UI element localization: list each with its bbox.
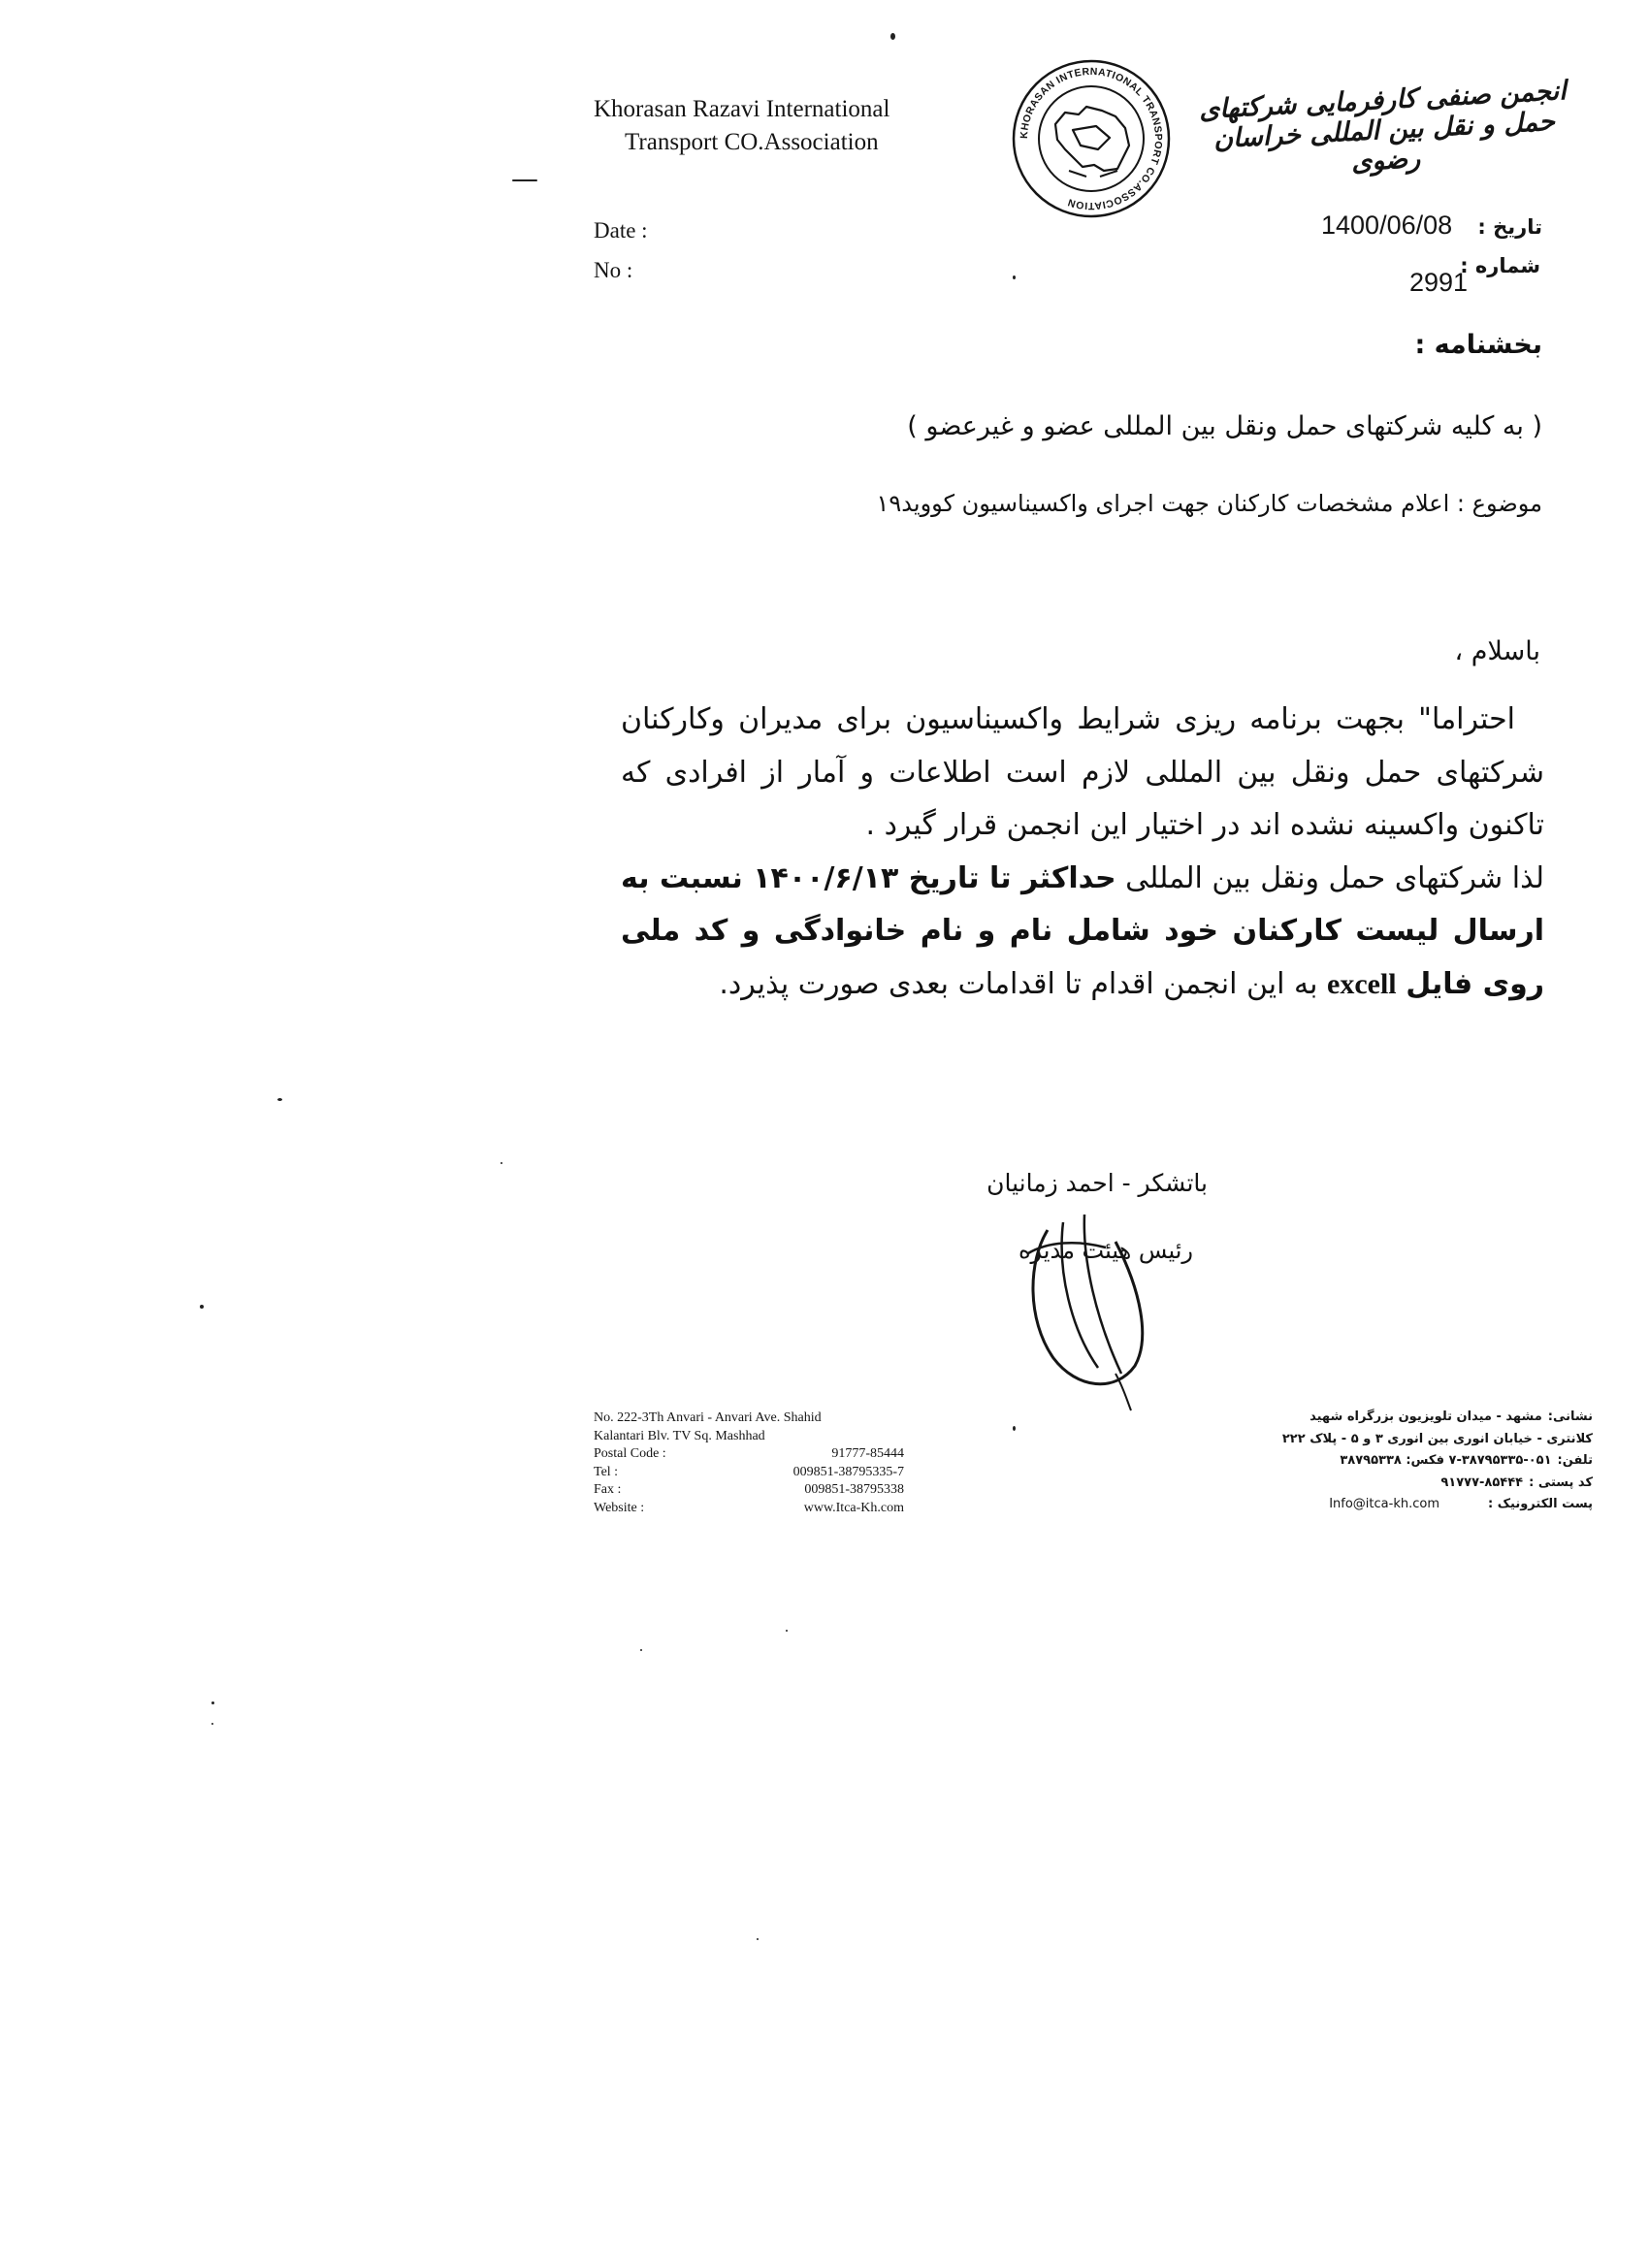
number-label-fa: شماره :: [1460, 254, 1540, 277]
footer-contact-fa: [1261, 1407, 1593, 1516]
footer-fax-row: [594, 1481, 904, 1500]
footer-tel-row: [594, 1464, 904, 1482]
scan-speck: [512, 179, 537, 181]
footer-fa-address-label: نشانی:: [1547, 1409, 1593, 1424]
body-paragraph-2-intro: لذا شرکتهای حمل ونقل بین المللی: [1125, 860, 1544, 895]
signer-title: رئیس هیئت مدیره: [1018, 1237, 1193, 1264]
scan-speck: [211, 1723, 213, 1725]
footer-fa-postal-row: [1261, 1473, 1593, 1495]
body-paragraph-2: [621, 853, 1544, 1012]
footer-fa-email-label: پست الکترونیک :: [1488, 1497, 1593, 1511]
date-value: 1400/06/08: [1321, 211, 1453, 240]
footer-contact-en: [594, 1409, 904, 1517]
letter-number-value: 2991: [1409, 268, 1469, 297]
scan-speck: [757, 1938, 759, 1940]
scan-speck: [200, 1305, 204, 1309]
closing-and-signer: باتشکر - احمد زمانیان: [986, 1169, 1208, 1197]
scan-speck: [277, 1098, 282, 1101]
subject-text: اعلام مشخصات کارکنان جهت اجرای واکسیناسیون کووید۱۹: [876, 490, 1450, 517]
date-label-en: Date :: [594, 218, 648, 243]
scan-speck: [890, 33, 895, 40]
greeting: باسلام ،: [1454, 636, 1540, 666]
footer-postal-label: Postal Code :: [594, 1446, 666, 1461]
body-paragraph-1-text: احتراما" بجهت برنامه ریزی شرایط واکسیناسیون برای مدیران وکارکنان شرکتهای حمل ونقل بین المللی لازم است اطلاعات و آمار از افرادی که تاکنون واکسینه نشده اند در اختیار این انجمن قرار گیرد .: [621, 702, 1544, 842]
scan-speck: [1013, 275, 1016, 279]
footer-fa-email-value: Info@itca-kh.com: [1329, 1497, 1439, 1511]
footer-fa-address-row: [1261, 1407, 1593, 1429]
number-label-en: No :: [594, 258, 633, 282]
subject-line: [877, 490, 1542, 517]
date-label-fa: تاریخ :: [1477, 215, 1542, 239]
footer-fax-label: Fax :: [594, 1482, 622, 1497]
association-seal-logo: [1009, 56, 1174, 221]
circular-title: بخشنامه :: [1414, 330, 1542, 360]
english-org-name: [594, 93, 889, 159]
footer-postal-row: [594, 1445, 904, 1464]
excel-file-keyword: excell: [1327, 967, 1397, 1000]
deadline-and-request-bold: حداکثر تا تاریخ ۱۴۰۰/۶/۱۳ نسبت به ارسال لیست کارکنان خود شامل نام و نام خانوادگی و کد ملی روی فایل: [621, 860, 1544, 1001]
svg-text:KHORASAN INTERNATIONAL TRANSPO: [1018, 66, 1164, 211]
scan-speck: [640, 1649, 642, 1651]
letter-body: [621, 694, 1544, 1011]
english-org-name-line2: Transport CO.Association: [625, 129, 879, 155]
footer-fa-address-2: کلانتری - خیابان انوری بین انوری ۳ و ۵ - پلاک ۲۲۲: [1281, 1431, 1593, 1446]
handwritten-signature: [970, 1203, 1203, 1416]
subject-label: موضوع :: [1456, 490, 1542, 517]
footer-fa-tel-row: [1261, 1450, 1593, 1473]
footer-fa-tel-value: ۷-۳۸۷۹۵۳۳۵-۰۵۱ فکس: ۳۸۷۹۵۳۳۸: [1340, 1453, 1552, 1468]
footer-fax-value: 009851-38795338: [804, 1482, 904, 1497]
footer-address-en-1: No. 222-3Th Anvari - Anvari Ave. Shahid: [594, 1410, 822, 1425]
recipients-line: ( به کلیه شرکتهای حمل ونقل بین المللی عضو و غیرعضو ): [907, 411, 1542, 441]
footer-fa-postal-label: کد پستی :: [1529, 1474, 1593, 1490]
footer-tel-value: 009851-38795335-7: [792, 1464, 904, 1479]
scan-speck: [1013, 1426, 1016, 1431]
footer-postal-value: 91777-85444: [831, 1446, 904, 1461]
body-paragraph-2-end: به این انجمن اقدام تا اقدامات بعدی صورت پذیرد.: [719, 966, 1318, 1001]
scan-speck: [211, 1701, 214, 1704]
footer-fa-address-1: مشهد - میدان تلویزیون بزرگراه شهید: [1310, 1409, 1542, 1424]
footer-web-row: [594, 1500, 904, 1518]
footer-fa-email-row: [1261, 1494, 1593, 1516]
footer-tel-label: Tel :: [594, 1464, 619, 1479]
footer-fa-tel-label: تلفن:: [1557, 1453, 1593, 1468]
footer-web-label: Website :: [594, 1500, 645, 1515]
body-paragraph-1: [621, 694, 1544, 853]
iran-map-outline: [1055, 107, 1129, 171]
english-org-name-line1: Khorasan Razavi International: [594, 96, 890, 122]
persian-org-name: انجمن صنفی کارفرمایی شرکتهای حمل و نقل بین المللی خراسان رضوی: [1198, 76, 1568, 178]
seal-ring-text: KHORASAN INTERNATIONAL TRANSPORT CO.ASSOCIATION: [1018, 65, 1165, 212]
scan-speck: [786, 1630, 788, 1632]
scan-speck: [501, 1162, 502, 1164]
footer-fa-postal-value: ۹۱۷۷۷-۸۵۴۴۴: [1440, 1474, 1524, 1490]
footer-address-en-2: Kalantari Blv. TV Sq. Mashhad: [594, 1428, 765, 1443]
footer-web-value: www.Itca-Kh.com: [803, 1500, 904, 1515]
